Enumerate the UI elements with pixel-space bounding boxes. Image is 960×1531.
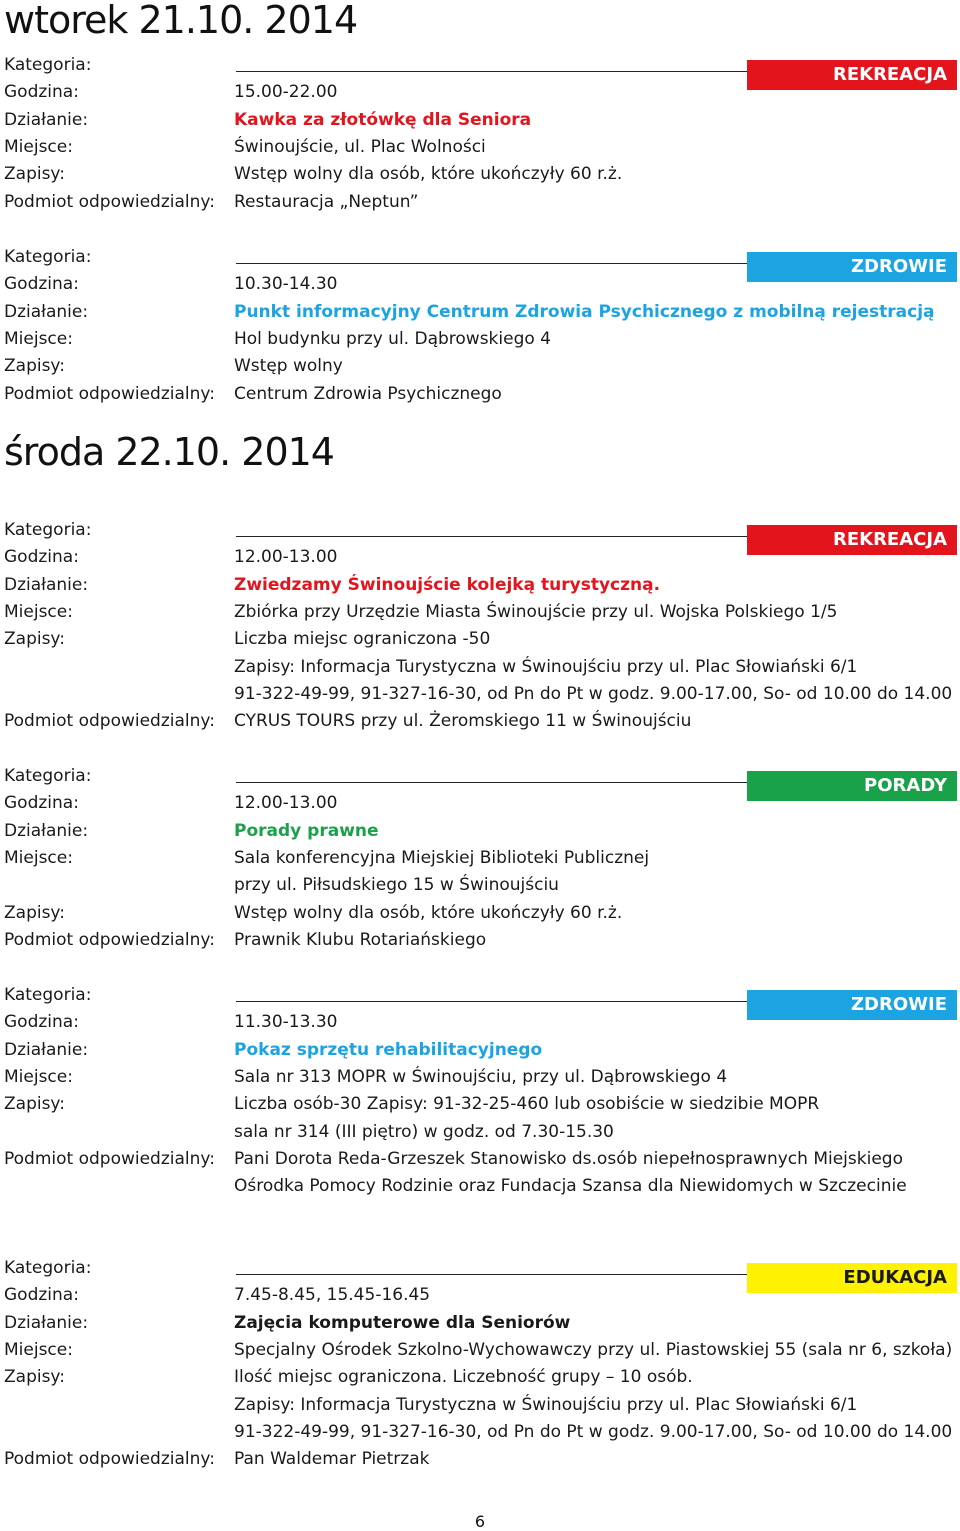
field-value: 11.30-13.30 (234, 1012, 338, 1033)
info-row (4, 626, 954, 653)
info-row (4, 79, 954, 106)
field-label: Godzina: (4, 1012, 79, 1033)
day-heading: wtorek 21.10. 2014 (4, 0, 358, 42)
event-title: Porady prawne (234, 820, 379, 841)
category-badge: ZDROWIE (747, 990, 957, 1020)
field-label: Kategoria: (4, 247, 92, 267)
info-row (4, 1037, 954, 1064)
field-label: Podmiot odpowiedzialny: (4, 929, 215, 950)
field-label: Podmiot odpowiedzialny: (4, 1148, 215, 1169)
event-title: Zajęcia komputerowe dla Seniorów (234, 1312, 571, 1333)
category-badge: REKREACJA (747, 525, 957, 555)
field-label: Miejsce: (4, 136, 73, 157)
field-label: Kategoria: (4, 520, 92, 540)
field-label: Miejsce: (4, 1066, 73, 1087)
field-value: Świnoujście, ul. Plac Wolności (234, 136, 486, 157)
field-label: Miejsce: (4, 1339, 73, 1360)
category-badge: REKREACJA (747, 60, 957, 90)
field-value: Ilość miejsc ograniczona. Liczebność grupy – 10 osób. (234, 1367, 693, 1388)
field-value: 10.30-14.30 (234, 274, 338, 295)
field-value: 91-322-49-99, 91-327-16-30, od Pn do Pt w godz. 9.00-17.00, So- od 10.00 do 14.00 (234, 683, 953, 704)
field-label: Miejsce: (4, 328, 73, 349)
field-label: Działanie: (4, 574, 89, 595)
field-value: Sala konferencyjna Miejskiej Biblioteki Publicznej (234, 847, 650, 868)
info-row (4, 1392, 954, 1419)
field-label: Miejsce: (4, 601, 73, 622)
category-badge: EDUKACJA (747, 1263, 957, 1293)
info-row (4, 872, 954, 899)
field-label: Podmiot odpowiedzialny: (4, 191, 215, 212)
field-value: 12.00-13.00 (234, 793, 338, 814)
info-row (4, 1091, 954, 1118)
field-value: Pan Waldemar Pietrzak (234, 1449, 430, 1470)
info-row (4, 326, 954, 353)
info-row (4, 1310, 954, 1337)
info-row (4, 845, 954, 872)
field-label: Godzina: (4, 547, 79, 568)
field-value: Pani Dorota Reda-Grzeszek Stanowisko ds.osób niepełnosprawnych Miejskiego (234, 1148, 903, 1169)
field-label: Godzina: (4, 1285, 79, 1306)
info-row (4, 790, 954, 817)
info-row (4, 1009, 954, 1036)
event-title: Zwiedzamy Świnoujście kolejką turystyczną. (234, 574, 661, 595)
info-row (4, 1255, 954, 1282)
info-row (4, 708, 954, 735)
field-value: 12.00-13.00 (234, 547, 338, 568)
field-value: 91-322-49-99, 91-327-16-30, od Pn do Pt w godz. 9.00-17.00, So- od 10.00 do 14.00 (234, 1421, 953, 1442)
field-value: sala nr 314 (III piętro) w godz. od 7.30-15.30 (234, 1121, 614, 1142)
field-label: Zapisy: (4, 629, 65, 650)
field-label: Kategoria: (4, 985, 92, 1005)
day-heading: środa 22.10. 2014 (4, 430, 334, 474)
info-row (4, 599, 954, 626)
field-value: 15.00-22.00 (234, 82, 338, 103)
field-label: Działanie: (4, 1039, 89, 1060)
field-value: Prawnik Klubu Rotariańskiego (234, 929, 487, 950)
info-row (4, 1337, 954, 1364)
info-row (4, 517, 954, 544)
field-label: Działanie: (4, 1312, 89, 1333)
info-row (4, 1419, 954, 1446)
field-label: Miejsce: (4, 847, 73, 868)
category-badge: PORADY (747, 771, 957, 801)
info-row (4, 52, 954, 79)
info-row (4, 982, 954, 1009)
info-row (4, 271, 954, 298)
event-title: Punkt informacyjny Centrum Zdrowia Psychicznego z mobilną rejestracją (234, 301, 935, 322)
field-value: Sala nr 313 MOPR w Świnoujściu, przy ul. Dąbrowskiego 4 (234, 1066, 728, 1087)
field-label: Działanie: (4, 301, 89, 322)
field-label: Zapisy: (4, 356, 65, 377)
info-row (4, 1119, 954, 1146)
field-value: Wstęp wolny (234, 356, 343, 377)
field-label: Działanie: (4, 820, 89, 841)
field-value: Restauracja „Neptun” (234, 191, 419, 212)
info-row (4, 681, 954, 708)
info-row (4, 763, 954, 790)
info-row (4, 572, 954, 599)
field-value: Wstęp wolny dla osób, które ukończyły 60 r.ż. (234, 902, 623, 923)
field-label: Podmiot odpowiedzialny: (4, 383, 215, 404)
info-row (4, 1064, 954, 1091)
field-label: Godzina: (4, 274, 79, 295)
info-row (4, 1146, 954, 1173)
field-value: Zbiórka przy Urzędzie Miasta Świnoujście przy ul. Wojska Polskiego 1/5 (234, 601, 838, 622)
info-row (4, 900, 954, 927)
info-row (4, 1173, 954, 1200)
info-row (4, 544, 954, 571)
field-label: Zapisy: (4, 1367, 65, 1388)
field-label: Podmiot odpowiedzialny: (4, 711, 215, 732)
field-value: Specjalny Ośrodek Szkolno-Wychowawczy przy ul. Piastowskiej 55 (sala nr 6, szkoła) (234, 1339, 953, 1360)
field-value: Ośrodka Pomocy Rodzinie oraz Fundacja Szansa dla Niewidomych w Szczecinie (234, 1176, 907, 1197)
field-value: Zapisy: Informacja Turystyczna w Świnoujściu przy ul. Plac Słowiański 6/1 (234, 656, 858, 677)
info-row (4, 654, 954, 681)
info-row (4, 1364, 954, 1391)
field-label: Zapisy: (4, 902, 65, 923)
field-value: Centrum Zdrowia Psychicznego (234, 383, 502, 404)
info-row (4, 353, 954, 380)
field-value: 7.45-8.45, 15.45-16.45 (234, 1285, 431, 1306)
info-row (4, 818, 954, 845)
info-row (4, 107, 954, 134)
info-row (4, 189, 954, 216)
field-label: Zapisy: (4, 1094, 65, 1115)
info-row (4, 161, 954, 188)
info-row (4, 134, 954, 161)
field-value: Liczba miejsc ograniczona -50 (234, 629, 491, 650)
field-value: Hol budynku przy ul. Dąbrowskiego 4 (234, 328, 551, 349)
field-label: Podmiot odpowiedzialny: (4, 1449, 215, 1470)
page-number: 6 (474, 1512, 486, 1531)
field-label: Kategoria: (4, 1258, 92, 1278)
event-title: Pokaz sprzętu rehabilitacyjnego (234, 1039, 543, 1060)
field-value: Zapisy: Informacja Turystyczna w Świnoujściu przy ul. Plac Słowiański 6/1 (234, 1394, 858, 1415)
category-badge: ZDROWIE (747, 252, 957, 282)
field-value: CYRUS TOURS przy ul. Żeromskiego 11 w Świnoujściu (234, 711, 692, 732)
field-label: Kategoria: (4, 766, 92, 786)
info-row (4, 244, 954, 271)
field-label: Godzina: (4, 793, 79, 814)
field-label: Kategoria: (4, 55, 92, 75)
info-row (4, 1282, 954, 1309)
field-label: Godzina: (4, 82, 79, 103)
field-value: Wstęp wolny dla osób, które ukończyły 60 r.ż. (234, 164, 623, 185)
field-label: Zapisy: (4, 164, 65, 185)
field-value: przy ul. Piłsudskiego 15 w Świnoujściu (234, 875, 559, 896)
info-row (4, 927, 954, 954)
info-row (4, 1446, 954, 1473)
info-row (4, 299, 954, 326)
info-row (4, 381, 954, 408)
field-value: Liczba osób-30 Zapisy: 91-32-25-460 lub osobiście w siedzibie MOPR (234, 1094, 820, 1115)
event-title: Kawka za złotówkę dla Seniora (234, 109, 532, 130)
field-label: Działanie: (4, 109, 89, 130)
